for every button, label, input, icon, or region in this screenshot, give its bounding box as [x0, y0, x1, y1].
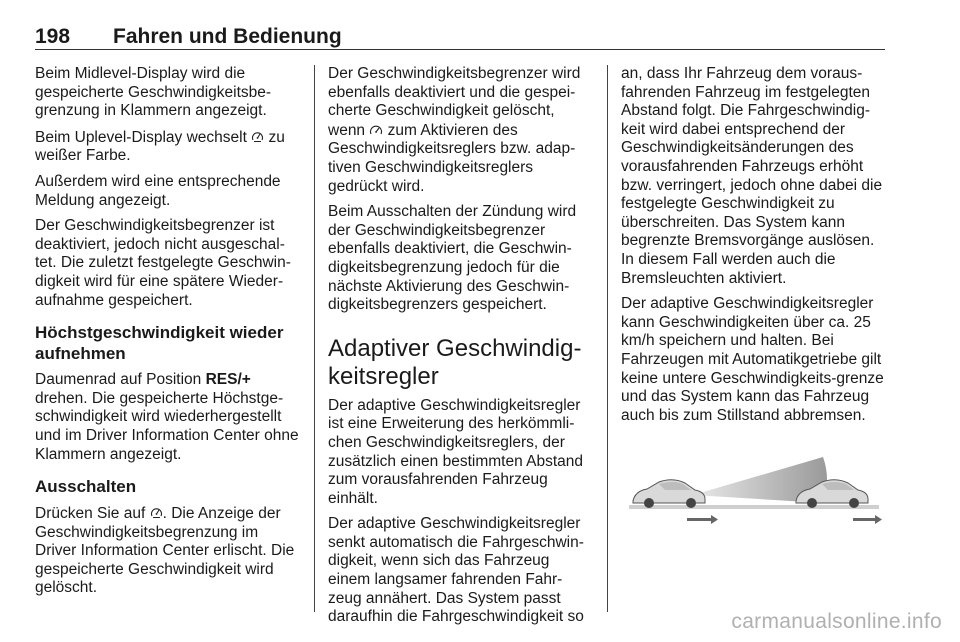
text-run: zu weißer Farbe.	[35, 128, 285, 165]
text-run: zum Aktivieren des Geschwindigkeitsreglers bzw. adap-tiven Geschwindigkeitsreglers gedrückt wird.	[328, 121, 576, 195]
page-header	[35, 25, 885, 51]
paragraph: Beim Midlevel-Display wird die gespeicherte Geschwindigkeitsbe-grenzung in Klammern angezeigt.	[35, 65, 272, 120]
speed-limiter-icon	[150, 505, 163, 521]
text-run: Beim Uplevel-Display wechselt	[35, 128, 252, 146]
section-heading: Höchstgeschwindigkeit wieder aufnehmen	[35, 323, 284, 364]
watermark: carmanualsonline.info	[731, 610, 942, 633]
paragraph	[35, 504, 301, 598]
section-heading: Ausschalten	[35, 477, 137, 497]
speed-limiter-icon	[251, 129, 264, 145]
text-run: Der Geschwindigkeitsbegrenzer wird ebenfalls deaktiviert und die gespei-cherte Geschwindigkeit gelöscht, wenn	[328, 65, 581, 139]
chapter-title: Fahren und Bedienung	[113, 25, 342, 48]
column-divider	[607, 65, 608, 612]
column-2	[328, 65, 594, 634]
paragraph: Der adaptive Geschwindigkeitsregler senkt automatisch die Fahrgeschwin-digkeit, wenn sich das Fahrzeug einem langsamer fahrenden Fahr-zeug annähert. Das System passt daraufhin die Fahrgeschwindigkeit so	[328, 515, 584, 626]
section-heading: Adaptiver Geschwindig-keitsregler	[328, 334, 582, 390]
column-divider	[314, 65, 315, 612]
paragraph	[328, 65, 594, 196]
paragraph	[35, 128, 301, 166]
text-run: . Die Anzeige der Geschwindigkeitsbegrenzung im Driver Information Center erlischt. Die gespeicherte Geschwindigkeit wird gelöscht.	[35, 505, 295, 597]
column-1	[35, 65, 301, 605]
control-label: RES/+	[205, 371, 251, 389]
header-rule	[35, 49, 885, 50]
paragraph: Der adaptive Geschwindigkeitsregler ist eine Erweiterung des herkömmli-chen Geschwindigkeitsreglers, der zusätzlich einen bestimmten Abstand zum vorausfahrenden Fahrzeug einhält.	[328, 396, 584, 507]
column-3	[621, 65, 887, 432]
paragraph	[35, 371, 301, 464]
text-run: Daumenrad auf Position	[35, 371, 206, 389]
text-run: Drücken Sie auf	[35, 505, 150, 523]
paragraph: Außerdem wird eine entsprechende Meldung angezeigt.	[35, 172, 281, 209]
text-run: drehen. Die gespeicherte Höchstge-schwindigkeit wird wiederhergestellt und im Driver Information Center ohne Klammern angezeigt.	[35, 389, 299, 463]
page-number: 198	[35, 25, 71, 48]
paragraph: an, dass Ihr Fahrzeug dem voraus-fahrenden Fahrzeug im festgelegten Abstand folgt. Die Fahrgeschwindig-keit wird dabei entsprechend der Geschwindigkeitsänderungen des vorausfahrenden Fahrzeugs erhöht bzw. verringert, jedoch ohne dabei die festgelegte Geschwindigkeit zu überschreiten. Das System kann begrenzte Bremsvorgänge auslösen. In diesem Fall werden auch die Bremsleuchten aktiviert.	[621, 65, 883, 287]
paragraph: Der Geschwindigkeitsbegrenzer ist deaktiviert, jedoch nicht ausgeschal-tet. Die zuletzt festgelegte Geschwin-digkeit wird für eine spätere Wieder-aufnahme gespeichert.	[35, 217, 291, 309]
paragraph: Beim Ausschalten der Zündung wird der Geschwindigkeitsbegrenzer ebenfalls deaktiviert, die Geschwin-digkeitsbegrenzung jedoch für die nächste Aktivierung des Geschwin-digkeitsbegrenzers gespeichert.	[328, 203, 577, 314]
adaptive-cruise-illustration	[621, 439, 883, 542]
cruise-control-icon	[369, 122, 383, 138]
paragraph: Der adaptive Geschwindigkeitsregler kann Geschwindigkeiten über ca. 25 km/h speichern und halten. Bei Fahrzeugen mit Automatikgetriebe gilt keine untere Geschwindigkeits-grenze und das System kann das Fahrzeug auch bis zum Stillstand abbremsen.	[621, 295, 884, 424]
